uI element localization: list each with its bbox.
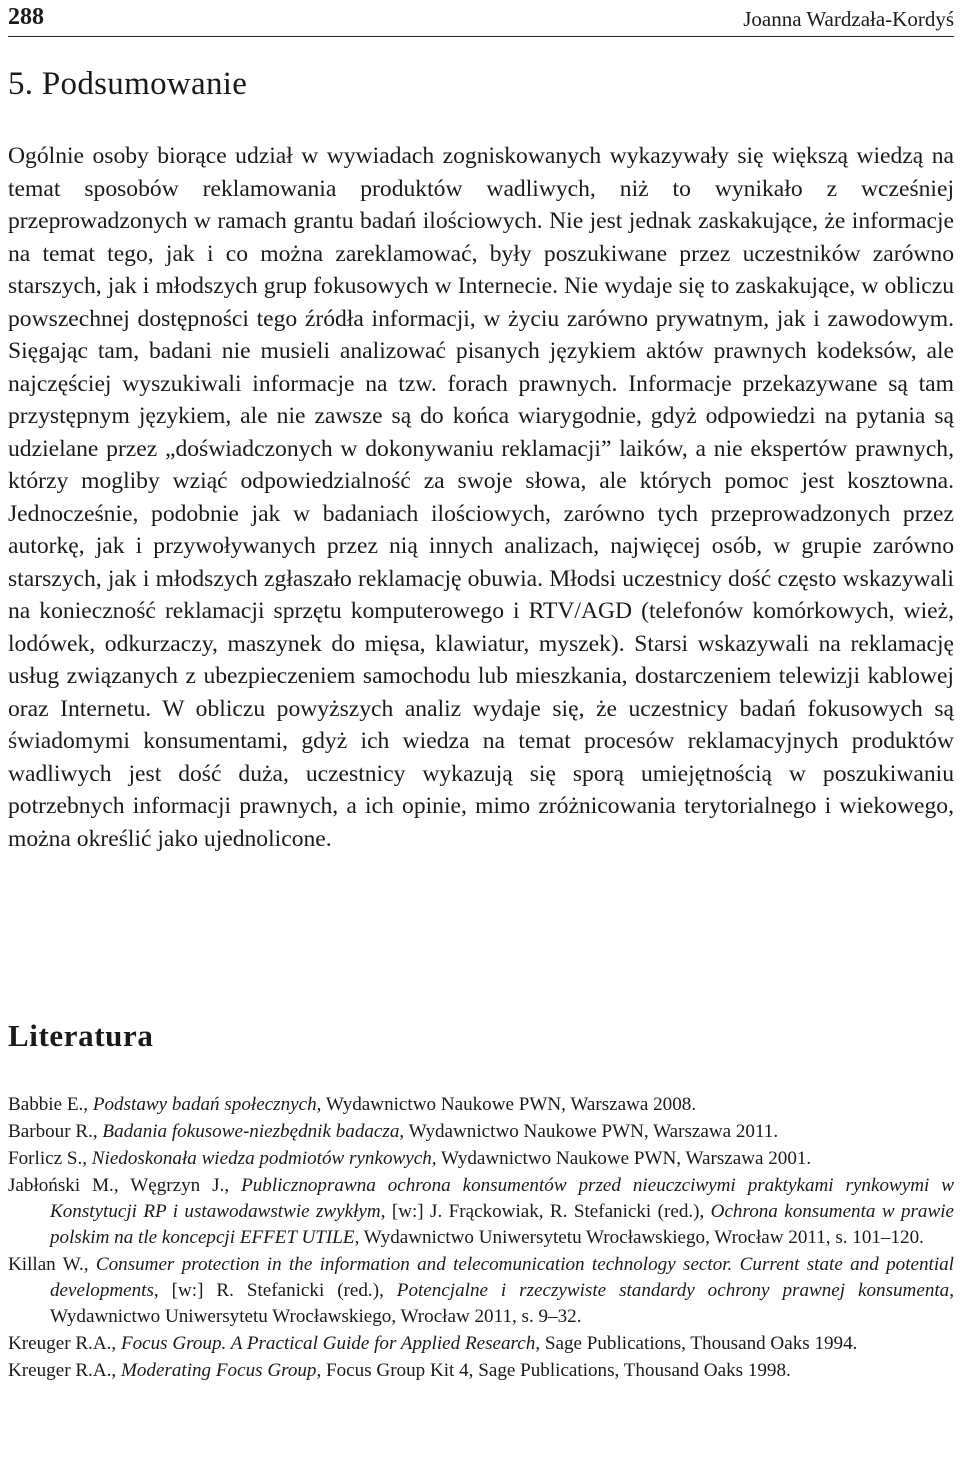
reference-list xyxy=(8,1092,954,1385)
reference-item: Killan W., Consumer protection in the information and telecomunication technology sector. Current state and potential developments, [w:] R. Stefanicki (red.), Potencjalne i rzeczywiste standardy ochrony prawnej konsumenta, Wydawnictwo Uniwersytetu Wrocławskiego, Wrocław 2011, s. 9–32. xyxy=(8,1254,954,1327)
section-title: 5. Podsumowanie xyxy=(8,66,248,102)
running-head-author: Joanna Wardzała-Kordyś xyxy=(743,7,954,31)
page-number: 288 xyxy=(8,4,44,30)
page-header xyxy=(8,0,954,37)
summary-paragraph: Ogólnie osoby biorące udział w wywiadach zogniskowanych wykazywały się większą wiedzą na temat sposobów reklamowania produktów wadliwych, niż to wynikało z wcześniej przeprowadzonych w ramach grantu badań ilościowych. Nie jest jednak zaskakujące, że informacje na temat tego, jak i co można zareklamować, były poszukiwane przez uczestników zarówno starszych, jak i młodszych grup fokusowych w Internecie. Nie wydaje się to zaskakujące, w obliczu powszechnej dostępności tego źródła informacji, w życiu zarówno prywatnym, jak i zawodowym. Sięgając tam, badani nie musieli analizować pisanych językiem aktów prawnych kodeksów, ale najczęściej wyszukiwali informacje na tzw. forach prawnych. Informacje przekazywane są tam przystępnym językiem, ale nie zawsze są do końca wiarygodnie, gdyż odpowiedzi na pytania są udzielane przez „doświadczonych w dokonywaniu reklamacji” laików, a nie ekspertów prawnych, którzy mogliby wziąć odpowiedzialność za swoje słowa, ale których pomoc jest kosztowna. Jednocześnie, podobnie jak w badaniach ilościowych, zarówno tych przeprowadzonych przez autorkę, jak i przywoływanych przez nią innych analizach, najwięcej osób, w grupie zarówno starszych, jak i młodszych zgłaszało reklamację obuwia. Młodsi uczestnicy dość często wskazywali na konieczność reklamacji sprzętu komputerowego i RTV/AGD (telefonów komórkowych, wież, lodówek, odkurzaczy, maszynek do mięsa, klawiatur, myszek). Starsi wskazywali na reklamację usług związanych z ubezpieczeniem samochodu lub mieszkania, dostarczeniem telewizji kablowej oraz Internetu. W obliczu powyższych analiz wydaje się, że uczestnicy badań fokusowych są świadomymi konsumentami, gdyż ich wiedza na temat procesów reklamacyjnych produktów wadliwych jest dość duża, uczestnicy wykazują się sporą umiejętnością w poszukiwaniu potrzebnych informacji prawnych, a ich opinie, mimo zróżnicowania terytorialnego i wiekowego, można określić jako ujednolicone. xyxy=(8,143,954,852)
reference-item: Kreuger R.A., Moderating Focus Group, Focus Group Kit 4, Sage Publications, Thousand Oaks 1998. xyxy=(8,1360,791,1381)
literature-heading: Literatura xyxy=(8,1018,154,1053)
reference-item: Babbie E., Podstawy badań społecznych, Wydawnictwo Naukowe PWN, Warszawa 2008. xyxy=(8,1094,697,1115)
reference-item: Forlicz S., Niedoskonała wiedza podmiotów rynkowych, Wydawnictwo Naukowe PWN, Warszawa 2001. xyxy=(8,1148,812,1169)
reference-item: Jabłoński M., Węgrzyn J., Publicznoprawna ochrona konsumentów przed nieuczciwymi praktykami rynkowymi w Konstytucji RP i ustawodawstwie zwykłym, [w:] J. Frąckowiak, R. Stefanicki (red.), Ochrona konsumenta w prawie polskim na tle koncepcji EFFET UTILE, Wydawnictwo Uniwersytetu Wrocławskiego, Wrocław 2011, s. 101–120. xyxy=(8,1175,954,1248)
reference-item: Barbour R., Badania fokusowe-niezbędnik badacza, Wydawnictwo Naukowe PWN, Warszawa 2011. xyxy=(8,1121,779,1142)
reference-item: Kreuger R.A., Focus Group. A Practical Guide for Applied Research, Sage Publications, Thousand Oaks 1994. xyxy=(8,1333,858,1354)
